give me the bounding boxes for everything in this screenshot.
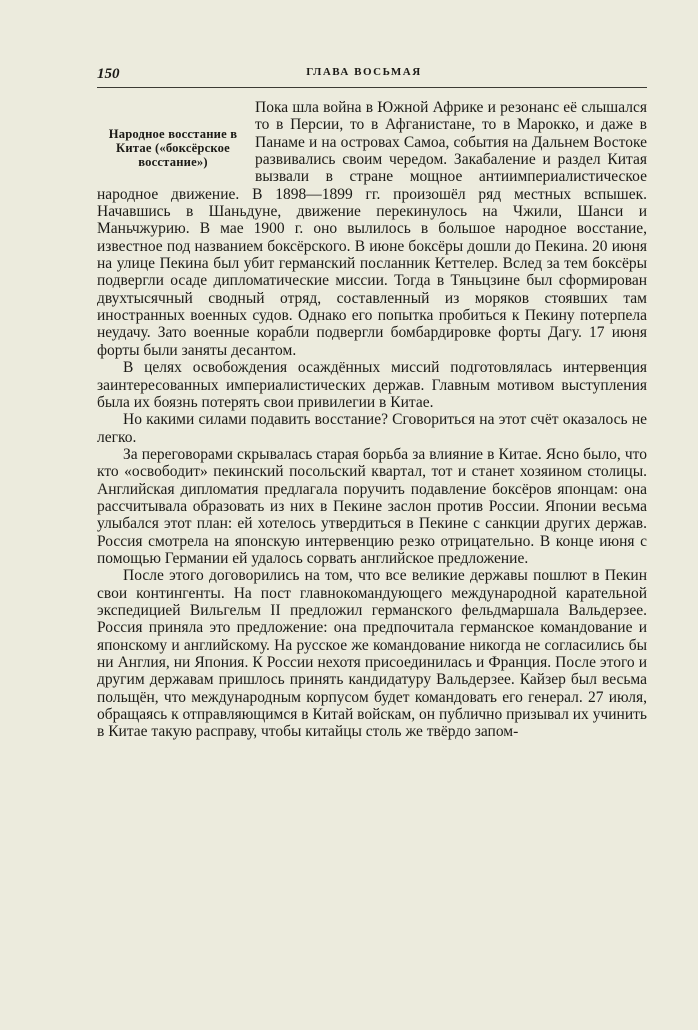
body-text [97,99,647,741]
header-rule [97,87,647,88]
paragraph: Пока шла война в Южной Африке и резонанс её слышался то в Персии, то в Афганистане, то в Марокко, и даже в Панаме и на островах Самоа, события на Дальнем Востоке развивались своим чередом. Закабаление и раздел Китая вызвали в стране мощное антиимпериалистическое народное движение. В 1898—1899 гг. произошёл ряд местных вспышек. Начавшись в Шаньдуне, движение перекинулось на Чжили, Шанси и Маньчжурию. В мае 1900 г. оно вылилось в большое народное восстание, известное под названием боксёрского. В июне боксёры дошли до Пекина. 20 июня на улице Пекина был убит германский посланник Кеттелер. Вслед за тем боксёры подвергли осаде дипломатические миссии. Тогда в Тяньцзине был сформирован двухтысячный сводный отряд, составленный из моряков стоявших там иностранных военных судов. Однако его попытка пробиться к Пекину потерпела неудачу. Зато военные корабли подвергли бомбардировке форты Дагу. 17 июня форты были заняты десантом. [97,99,647,359]
margin-note: Народное восстание в Китае («боксёрское восстание») [108,127,238,169]
margin-note-spacer [97,99,255,185]
page-number: 150 [97,66,120,82]
paragraph: В целях освобождения осаждённых миссий подготовлялась интервенция заинтересованных империалистических держав. Главным мотивом выступления была их боязнь потерять свои привилегии в Китае. [97,359,647,411]
paragraph: За переговорами скрывалась старая борьба за влияние в Китае. Ясно было, что кто «освободит» пекинский посольский квартал, тот и станет хозяином столицы. Английская дипломатия предлагала поручить подавление боксёров японцам: она рассчитывала образовать из них в Пекине заслон против России. Японии весьма улыбался этот план: ей хотелось утвердиться в Пекине с санкции других держав. Россия смотрела на японскую интервенцию резко отрицательно. В конце июня с помощью Германии ей удалось сорвать английское предложение. [97,445,647,567]
paragraph: После этого договорились на том, что все великие державы пошлют в Пекин свои контингенты. На пост главнокомандующего международной карательной экспедицией Вильгельм II предложил германского фельдмаршала Вальдерзее. Россия приняла это предложение: она предпочитала германское командование и японскому и английскому. На русское же командование никогда не согласились бы ни Англия, ни Япония. К России нехотя присоединилась и Франция. После этого и другим державам пришлось принять кандидатуру Вальдерзее. Кайзер был весьма польщён, что международным корпусом будет командовать его генерал. 27 июля, обращаясь к отправляющимся в Китай войскам, он публично призывал их учинить в Китае такую расправу, чтобы китайцы столь же твёрдо запом- [97,567,647,741]
running-head: ГЛАВА ВОСЬМАЯ [306,66,422,78]
paragraph: Но какими силами подавить восстание? Сговориться на этот счёт оказалось не легко. [97,411,647,446]
